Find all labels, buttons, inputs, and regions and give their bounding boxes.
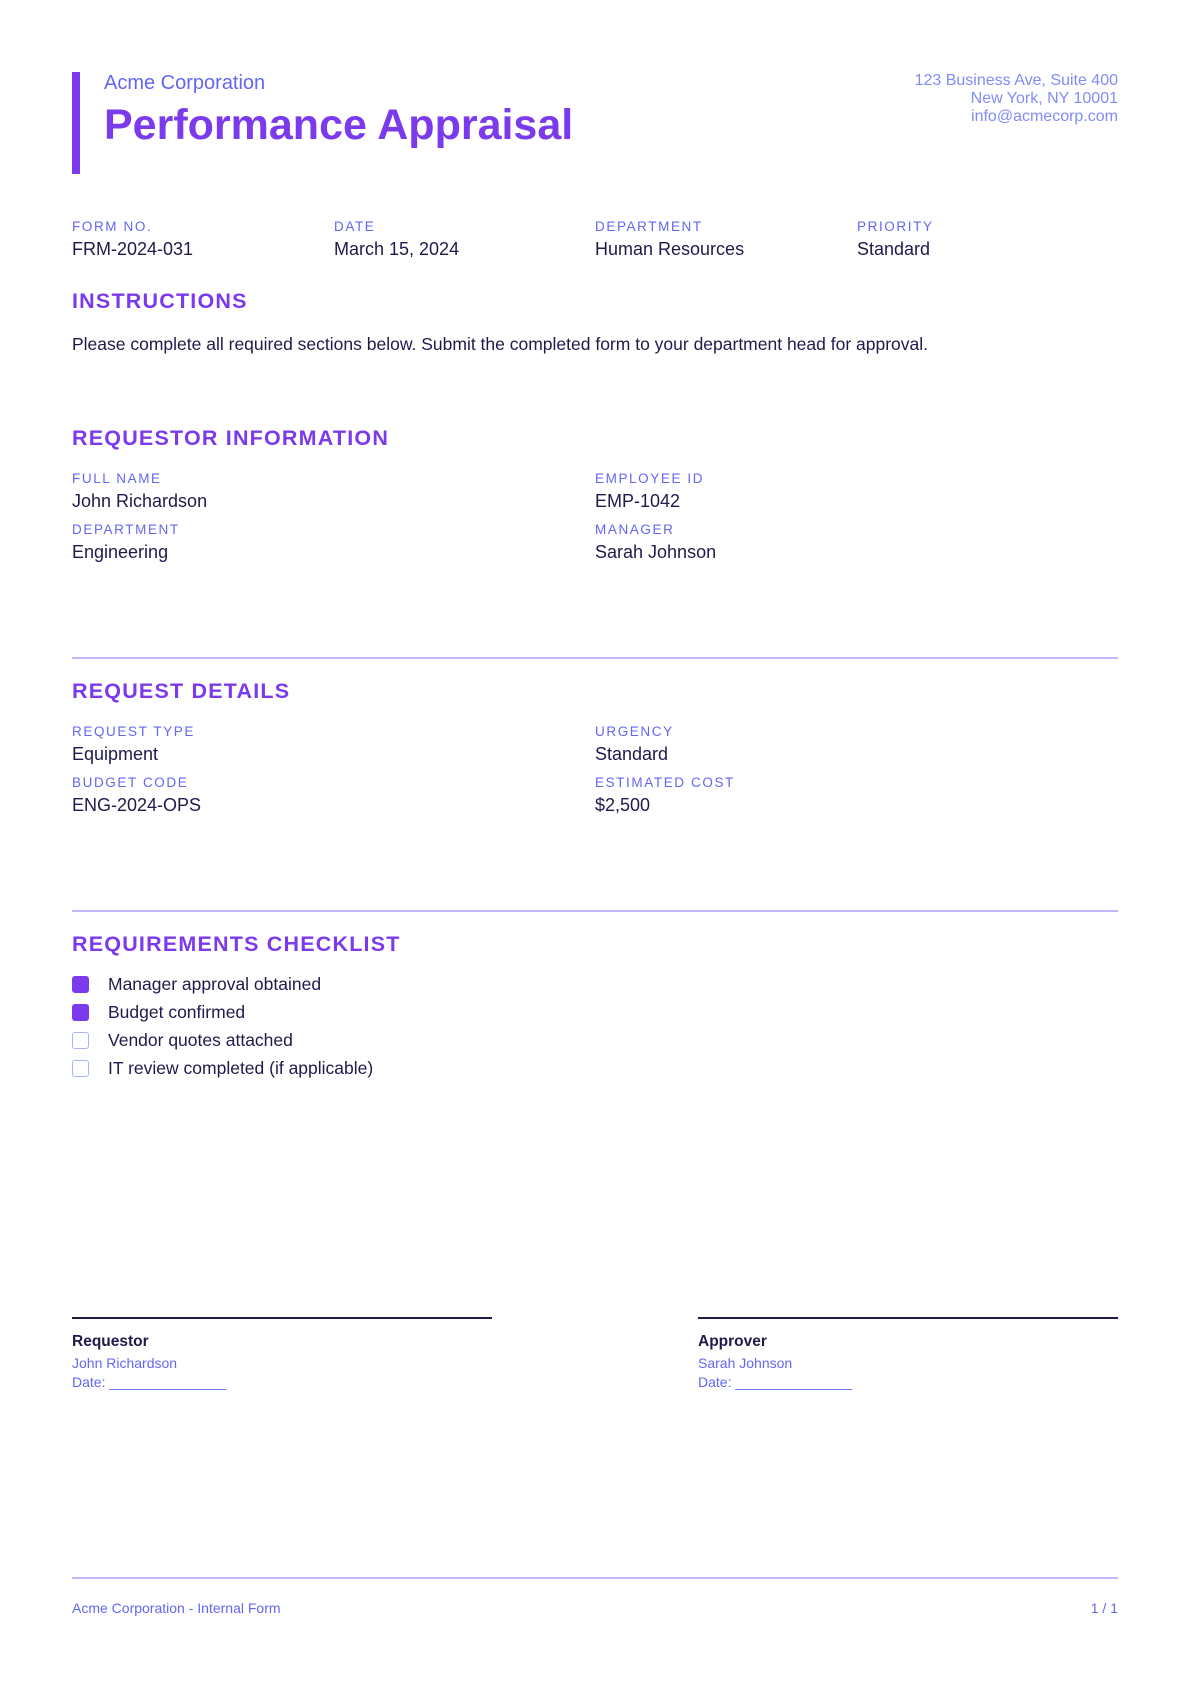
header-accent-bar <box>72 72 80 174</box>
page-title: Performance Appraisal <box>104 101 574 149</box>
page-number: 1 / 1 <box>1090 1600 1118 1616</box>
field-value: EMP-1042 <box>595 491 681 511</box>
meta-form-no <box>72 219 193 260</box>
meta-label: DATE <box>334 219 376 234</box>
field-value: Engineering <box>72 542 169 562</box>
signature-date: Date: _______________ <box>698 1374 853 1390</box>
field-value: ENG-2024-OPS <box>72 795 202 815</box>
signature-line[interactable] <box>72 1317 492 1319</box>
footer-divider <box>72 1577 1118 1579</box>
field-manager <box>595 522 716 563</box>
field-estimated-cost <box>595 775 735 816</box>
signature-block-approver <box>698 1317 1118 1390</box>
field-value: Standard <box>595 744 669 764</box>
meta-label: PRIORITY <box>857 219 934 234</box>
section-divider <box>72 910 1118 912</box>
instructions-text: Please complete all required sections below. Submit the completed form to your department head for approval. <box>72 334 929 354</box>
company-address <box>915 72 1118 126</box>
company-email: info@acmecorp.com <box>971 108 1118 125</box>
meta-value: Standard <box>857 239 931 259</box>
address-line-1: 123 Business Ave, Suite 400 <box>914 72 1118 89</box>
footer-text: Acme Corporation - Internal Form <box>72 1600 281 1616</box>
request-details-heading: REQUEST DETAILS <box>72 679 291 703</box>
section-divider <box>72 657 1118 659</box>
checklist-heading: REQUIREMENTS CHECKLIST <box>72 932 401 956</box>
checklist-item-label: Manager approval obtained <box>108 974 322 994</box>
field-full-name <box>72 471 207 512</box>
field-label: URGENCY <box>595 724 674 739</box>
instructions-heading: INSTRUCTIONS <box>72 289 248 313</box>
checkbox[interactable] <box>72 1004 89 1021</box>
field-employee-id <box>595 471 704 512</box>
meta-label: DEPARTMENT <box>595 219 703 234</box>
address-line-2: New York, NY 10001 <box>970 90 1118 107</box>
meta-priority <box>857 219 934 260</box>
meta-value: FRM-2024-031 <box>72 239 194 259</box>
meta-label: FORM NO. <box>72 219 153 234</box>
field-label: MANAGER <box>595 522 675 537</box>
field-value: John Richardson <box>72 491 208 511</box>
field-label: BUDGET CODE <box>72 775 189 790</box>
signature-role: Approver <box>698 1333 767 1350</box>
requestor-heading: REQUESTOR INFORMATION <box>72 426 390 450</box>
field-label: EMPLOYEE ID <box>595 471 705 486</box>
signature-role: Requestor <box>72 1333 149 1350</box>
signature-line[interactable] <box>698 1317 1118 1319</box>
checkbox[interactable] <box>72 1032 89 1049</box>
checklist-item-label: IT review completed (if applicable) <box>108 1058 374 1078</box>
field-value: $2,500 <box>595 795 651 815</box>
field-value: Sarah Johnson <box>595 542 717 562</box>
form-meta-row <box>72 219 1118 269</box>
field-budget-code <box>72 775 201 816</box>
company-name: Acme Corporation <box>104 72 266 94</box>
field-urgency <box>595 724 674 765</box>
checkbox[interactable] <box>72 976 89 993</box>
field-request-type <box>72 724 195 765</box>
meta-department <box>595 219 744 260</box>
field-label: ESTIMATED COST <box>595 775 735 790</box>
meta-date <box>334 219 459 260</box>
signature-name: Sarah Johnson <box>698 1355 793 1371</box>
field-label: REQUEST TYPE <box>72 724 195 739</box>
checklist-item-label: Budget confirmed <box>108 1002 246 1022</box>
checkbox[interactable] <box>72 1060 89 1077</box>
signature-block-requestor <box>72 1317 492 1390</box>
signature-date: Date: _______________ <box>72 1374 227 1390</box>
signature-name: John Richardson <box>72 1355 178 1371</box>
field-label: DEPARTMENT <box>72 522 180 537</box>
field-label: FULL NAME <box>72 471 162 486</box>
field-value: Equipment <box>72 744 159 764</box>
checklist-item-label: Vendor quotes attached <box>108 1030 293 1050</box>
meta-value: Human Resources <box>595 239 745 259</box>
field-department <box>72 522 180 563</box>
meta-value: March 15, 2024 <box>334 239 460 259</box>
